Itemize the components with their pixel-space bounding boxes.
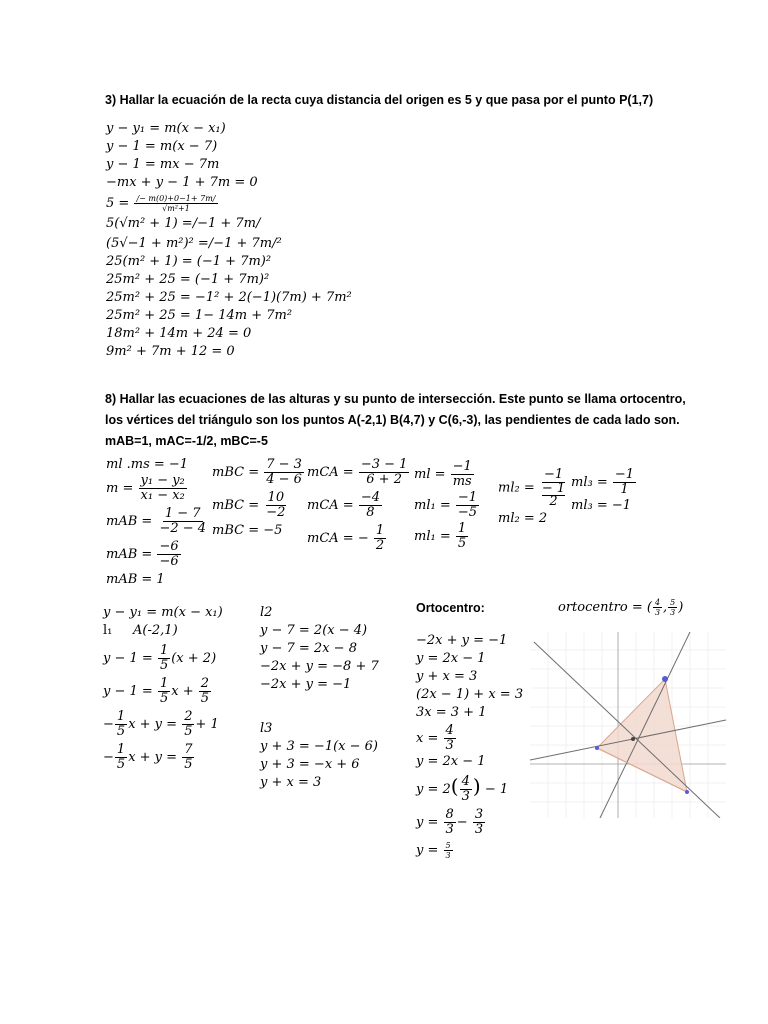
problem3-steps bbox=[106, 120, 352, 361]
orthocenter-result: ortocentro = ( $\frac{4}{3}$ , $\frac{5}{3}$ ) bbox=[558, 598, 684, 617]
vertex-c bbox=[685, 790, 689, 794]
slope-ab-column: ml .ms = −1 m = $\frac{\text{y₁ − y₂}}{\text{x₁ − x₂}}$ mAB = $\frac{1 - 7}{-2 - 4}$ mAB = $\frac{-6}{-6}$ mAB = 1 bbox=[106, 456, 209, 589]
equation-line: 25m² + 25 = 1− 14m + 7m² bbox=[106, 308, 293, 323]
fraction: $\frac{1}{5}$ bbox=[159, 643, 169, 673]
equation-line: (5√−1 + m²)² =/−1 + 7m/² bbox=[106, 236, 282, 251]
altitude-line-2 bbox=[600, 632, 690, 818]
ml3-column: ml₃ = $\frac{-1}{1}$ ml₃ = −1 bbox=[571, 467, 635, 513]
orthocenter-work: −2x + y = −1 y = 2x − 1 y + x = 3 (2x − 1) + x = 3 3x = 3 + 1 x = $\frac{4}{3}$ y = 2x − 1 y = 2( $\frac{4}{3}$ ) − 1 y = $\frac{8}{3}$ − $\frac{3}{3}$ y = $\frac{5}{3}$ bbox=[416, 633, 524, 860]
perpendicular-slope-column: ml = $\frac{-1}{ms}$ ml₁ = $\frac{-1}{-5}$ ml₁ = $\frac{1}{5}$ bbox=[414, 459, 478, 551]
fraction: $\frac{10}{-2}$ bbox=[266, 490, 286, 520]
fraction: $\frac{\text{y₁ − y₂}}{\text{x₁ − x₂}}$ bbox=[140, 473, 185, 503]
fraction: $\frac{2}{5}$ bbox=[184, 709, 193, 739]
ml2-column: ml₂ = −1 − 1 2 ml₂ = 2 bbox=[498, 467, 566, 526]
slope-ca-column: mCA = $\frac{-3 - 1}{6 + 2}$ mCA = $\frac{-4}{8}$ mCA = − $\frac{1}{2}$ bbox=[307, 457, 408, 553]
fraction: $\frac{/- m(0)+0-1+ 7m/}{\text{√m²+1}}$ bbox=[136, 194, 216, 213]
triangle-abc bbox=[597, 679, 687, 792]
altitude-l1-work: y − y₁ = m(x − x₁) l₁ A(-2,1) y − 1 = $\frac{1}{5}$ (x + 2) y − 1 = $\frac{1}{5}$ x + $\frac{2}{5}$ − $\frac{1}{5}$ x + y = $\frac{2}{5}$ + 1 − $\frac{1}{5}$ x + y = $\frac{7}{5}$ bbox=[103, 605, 223, 772]
altitude-line-3 bbox=[534, 642, 720, 818]
fraction: $\frac{5}{3}$ bbox=[670, 598, 676, 617]
altitude-l2-work: l2 y − 7 = 2(x − 4) y − 7 = 2x − 8 −2x + y = −8 + 7 −2x + y = −1 bbox=[260, 605, 379, 692]
fraction: $\frac{1}{5}$ bbox=[457, 521, 467, 551]
problem3-title: 3) Hallar la ecuación de la recta cuya distancia del origen es 5 y que pasa por el punto P(1,7) bbox=[105, 93, 654, 107]
fraction: $\frac{-4}{8}$ bbox=[360, 490, 380, 520]
fraction: $\frac{2}{5}$ bbox=[200, 676, 210, 706]
equation-line: 18m² + 14m + 24 = 0 bbox=[106, 326, 252, 341]
orthocenter-heading: Ortocentro: bbox=[416, 601, 485, 615]
fraction: $\frac{1}{5}$ bbox=[159, 676, 169, 706]
equation-line: y − 1 = m(x − 7) bbox=[106, 139, 218, 154]
fraction: $\frac{-1}{ms}$ bbox=[452, 459, 472, 489]
fraction: $\frac{1}{2}$ bbox=[375, 523, 385, 553]
distance-formula: 5 = $\frac{/- m(0)+0-1+ 7m/}{\text{√m²+1}}$ bbox=[106, 194, 216, 213]
slope-bc-column: mBC = $\frac{7 - 3}{4 - 6}$ mBC = $\frac{10}{-2}$ mBC = −5 bbox=[212, 457, 302, 538]
fraction: $\frac{4}{3}$ bbox=[654, 598, 661, 617]
fraction: −1 − 1 2 bbox=[541, 467, 566, 509]
fraction: $\frac{8}{3}$ bbox=[445, 807, 454, 837]
equation-line: y − y₁ = m(x − x₁) bbox=[106, 121, 226, 136]
fraction: $\frac{-3 - 1}{6 + 2}$ bbox=[360, 457, 408, 487]
vertex-b bbox=[662, 676, 668, 682]
equation-line: 25m² + 25 = (−1 + 7m)² bbox=[106, 272, 270, 287]
fraction: $\frac{4}{3}$ bbox=[461, 774, 470, 804]
altitude-l3-work: l3 y + 3 = −1(x − 6) y + 3 = −x + 6 y + x = 3 bbox=[260, 721, 378, 790]
fraction: $\frac{-6}{-6}$ bbox=[159, 539, 179, 569]
problem8-title: 8) Hallar las ecuaciones de las alturas y su punto de intersección. Este punto se llama ortocentro, los vértices del triángulo son los puntos A(-2,1) B(4,7) y C(6,-3), las pendientes de cada lado son. mAB=1, mAC=-1/2, mBC=-5 bbox=[105, 392, 686, 448]
fraction: $\frac{1}{5}$ bbox=[116, 709, 126, 739]
fraction: $\frac{7 - 3}{4 - 6}$ bbox=[266, 457, 302, 487]
fraction: $\frac{4}{3}$ bbox=[445, 723, 454, 753]
fraction: $\frac{3}{3}$ bbox=[474, 807, 484, 837]
fraction: $\frac{-1}{-5}$ bbox=[457, 490, 478, 520]
equation-line: 25(m² + 1) = (−1 + 7m)² bbox=[106, 254, 272, 269]
equation-line: y − 1 = mx − 7m bbox=[106, 157, 220, 172]
orthocenter-graph bbox=[530, 632, 726, 818]
orthocenter-point bbox=[631, 737, 635, 741]
fraction: $\frac{-1}{1}$ bbox=[614, 467, 635, 497]
equation-line: 5(√m² + 1) =/−1 + 7m/ bbox=[106, 216, 261, 231]
vertex-a bbox=[595, 746, 599, 750]
equation-line: −mx + y − 1 + 7m = 0 bbox=[106, 175, 258, 190]
fraction: $\frac{7}{5}$ bbox=[184, 742, 193, 772]
fraction: $\frac{1 - 7}{-2 - 4}$ bbox=[159, 506, 207, 536]
equation-line: 9m² + 7m + 12 = 0 bbox=[106, 344, 235, 359]
slope-formula: m = $\frac{\text{y₁ − y₂}}{\text{x₁ − x₂}}$ bbox=[106, 473, 185, 503]
equation-line: 25m² + 25 = −1² + 2(−1)(7m) + 7m² bbox=[106, 290, 352, 305]
fraction: $\frac{1}{5}$ bbox=[116, 742, 126, 772]
fraction: $\frac{5}{3}$ bbox=[445, 841, 451, 860]
